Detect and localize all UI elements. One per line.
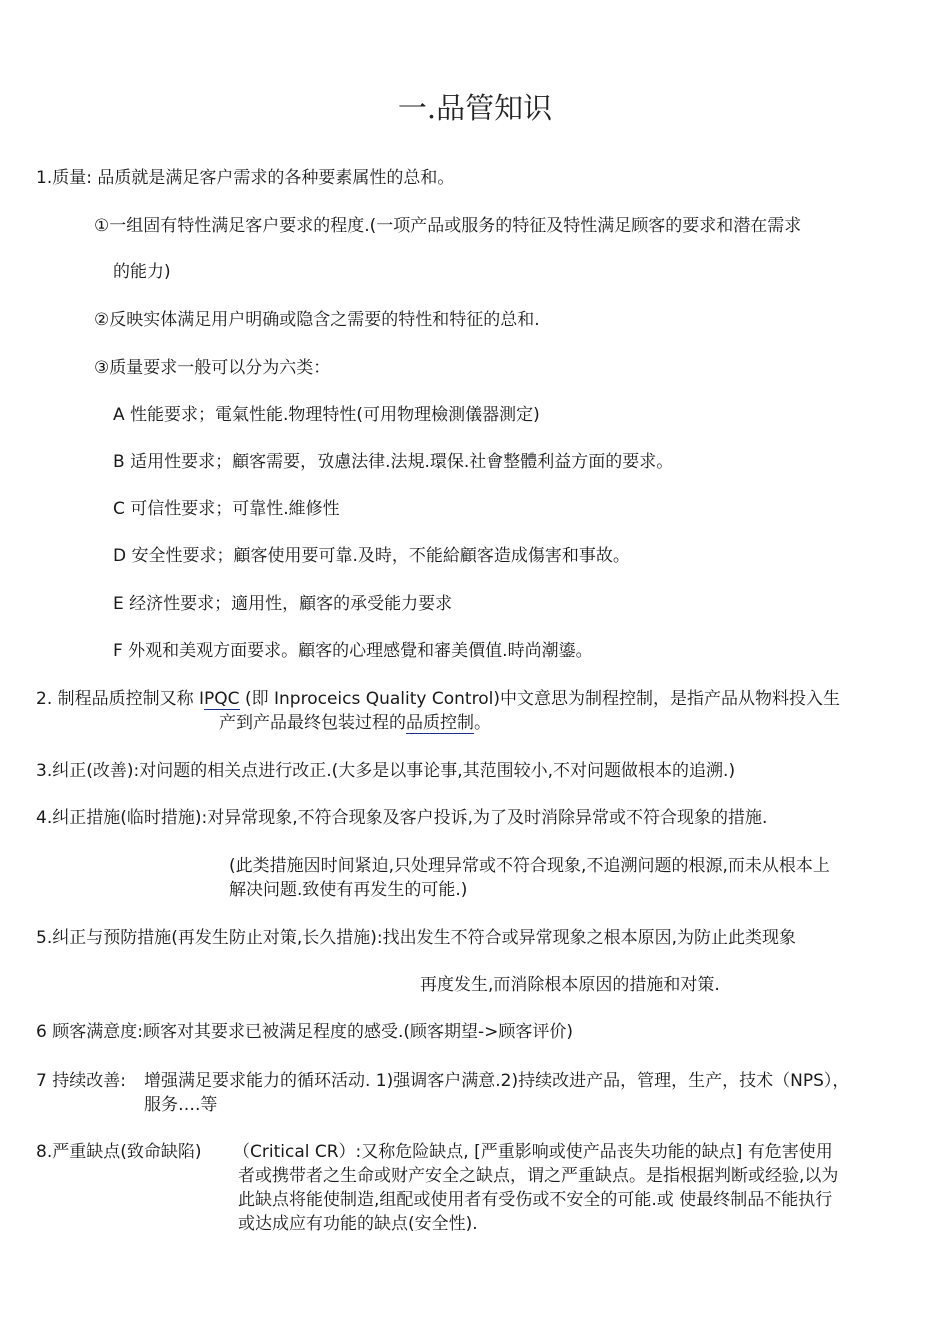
section-8-line-3: 此缺点将能使制造,组配或使用者有受伤或不安全的可能.或 使最终制品不能执行: [238, 1190, 833, 1210]
definition-1-line-1: ①一组固有特性满足客户要求的程度.(一项产品或服务的特征及特性满足顾客的要求和潜在需求: [94, 216, 802, 236]
section-7-line-1: 增强满足要求能力的循环活动. 1)强调客户满意.2)持续改进产品，管理，生产，技术（NPS），: [144, 1071, 850, 1091]
quality-control-link[interactable]: 品质控制: [406, 713, 474, 733]
definition-1-line-2: 的能力): [113, 262, 171, 282]
section-7-line-2: 服务….等: [144, 1095, 218, 1115]
section-3-correction: 3.纠正(改善):对问题的相关点进行改正.(大多是以事论事,其范围较小,不对问题做根本的追溯.): [36, 761, 736, 781]
section-5-continuation: 再度发生,而消除根本原因的措施和对策.: [420, 975, 720, 995]
section-2-text-cont: (即 Inproceics Quality Control)中文意思为制程控制，是指产品从物料投入生: [239, 689, 840, 709]
section-4-corrective-action: 4.纠正措施(临时措施):对异常现象,不符合现象及客户投诉,为了及时消除异常或不符合现象的措施.: [36, 808, 768, 828]
section-8-line-4: 或达成应有功能的缺点(安全性).: [238, 1214, 478, 1234]
section-2-ipqc-line-2: [219, 711, 491, 735]
page-title: 一.品管知识: [397, 91, 553, 125]
requirement-f: F 外观和美观方面要求。顧客的心理感覺和審美價值.時尚潮鎏。: [113, 641, 593, 661]
requirement-d: D 安全性要求；顧客使用要可靠.及時，不能給顧客造成傷害和事故。: [113, 546, 630, 566]
section-5-preventive-action: 5.纠正与预防措施(再发生防止对策,长久措施):找出发生不符合或异常现象之根本原因,为防止此类现象: [36, 928, 797, 948]
section-4-note-line-1: (此类措施因时间紧迫,只处理异常或不符合现象,不追溯问题的根源,而未从根本上: [229, 856, 830, 876]
requirement-b: B 适用性要求；顧客需要，攷慮法律.法規.環保.社會整體利益方面的要求。: [113, 452, 674, 472]
section-6-customer-satisfaction: 6 顾客满意度:顾客对其要求已被满足程度的感受.(顾客期望->顾客评价): [36, 1022, 573, 1042]
definition-3: ③质量要求一般可以分为六类：: [94, 358, 331, 378]
requirement-e: E 经济性要求；適用性，顧客的承受能力要求: [113, 594, 453, 614]
section-2-text: 2. 制程品质控制又称 I: [36, 689, 205, 709]
section-2-line2-end: 。: [474, 713, 491, 733]
section-8-line-1: （Critical CR）:又称危险缺点, [严重影响或使产品丧失功能的缺点] 有危害使用: [233, 1142, 833, 1162]
section-1-quality: 1.质量: 品质就是满足客户需求的各种要素属性的总和。: [36, 168, 455, 188]
ipqc-link[interactable]: PQC: [204, 689, 240, 709]
definition-2: ②反映实体满足用户明确或隐含之需要的特性和特征的总和.: [94, 310, 540, 330]
requirement-c: C 可信性要求；可靠性.維修性: [113, 499, 340, 519]
section-8-label: 8.严重缺点(致命缺陷): [36, 1142, 202, 1162]
section-2-ipqc-line-1: [36, 687, 840, 711]
section-8-line-2: 者或携带者之生命或财产安全之缺点，谓之严重缺点。是指根据判断或经验,以为: [238, 1166, 839, 1186]
section-7-label: 7 持续改善:: [36, 1071, 126, 1091]
section-4-note-line-2: 解决问题.致使有再发生的可能.): [229, 880, 468, 900]
requirement-a: A 性能要求；電氣性能.物理特性(可用物理檢測儀器測定): [113, 405, 540, 425]
section-2-line2-text: 产到产品最终包装过程的: [219, 713, 406, 733]
